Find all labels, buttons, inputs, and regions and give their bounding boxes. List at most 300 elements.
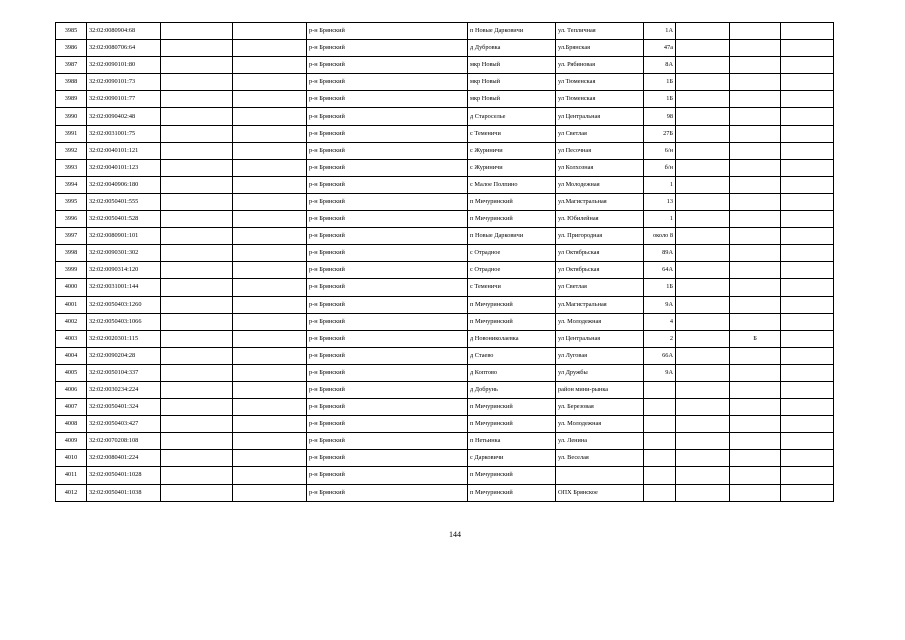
row-number-cell: 3995 — [56, 193, 87, 210]
table-row — [56, 108, 834, 125]
street-cell: ул Центральная — [556, 330, 644, 347]
empty-cell — [781, 279, 834, 296]
empty-cell — [676, 228, 730, 245]
street-cell: ул. Березовая — [556, 399, 644, 416]
district-cell: р-н Брянский — [307, 159, 468, 176]
litera-cell — [730, 399, 781, 416]
settlement-cell: мкр Новый — [468, 74, 556, 91]
cadastral-number-cell: 32:02:0050401:324 — [87, 399, 161, 416]
settlement-cell: п Мичуринский — [468, 211, 556, 228]
empty-cell — [161, 142, 233, 159]
empty-cell — [161, 399, 233, 416]
row-number-cell: 3996 — [56, 211, 87, 228]
empty-cell — [233, 347, 307, 364]
table-row — [56, 91, 834, 108]
litera-cell — [730, 193, 781, 210]
empty-cell — [781, 74, 834, 91]
settlement-cell: с Малое Полпино — [468, 176, 556, 193]
settlement-cell: с Дарковичи — [468, 450, 556, 467]
empty-cell — [781, 193, 834, 210]
house-number-cell — [644, 467, 676, 484]
table-row — [56, 381, 834, 398]
empty-cell — [676, 416, 730, 433]
cadastral-number-cell: 32:02:0050401:1038 — [87, 484, 161, 501]
empty-cell — [781, 40, 834, 57]
settlement-cell: с Отрадное — [468, 262, 556, 279]
litera-cell — [730, 347, 781, 364]
empty-cell — [161, 40, 233, 57]
empty-cell — [233, 91, 307, 108]
settlement-cell: п Мичуринский — [468, 416, 556, 433]
empty-cell — [161, 484, 233, 501]
cadastral-number-cell: 32:02:0090301:302 — [87, 245, 161, 262]
empty-cell — [161, 296, 233, 313]
litera-cell — [730, 176, 781, 193]
empty-cell — [781, 433, 834, 450]
row-number-cell: 4003 — [56, 330, 87, 347]
empty-cell — [233, 108, 307, 125]
empty-cell — [161, 450, 233, 467]
empty-cell — [161, 330, 233, 347]
empty-cell — [161, 228, 233, 245]
row-number-cell: 4007 — [56, 399, 87, 416]
house-number-cell: 1 — [644, 211, 676, 228]
empty-cell — [676, 23, 730, 40]
house-number-cell: 1Б — [644, 279, 676, 296]
empty-cell — [676, 142, 730, 159]
litera-cell — [730, 108, 781, 125]
cadastral-number-cell: 32:02:0080706:64 — [87, 40, 161, 57]
empty-cell — [781, 211, 834, 228]
empty-cell — [781, 262, 834, 279]
table-row — [56, 347, 834, 364]
table-row — [56, 450, 834, 467]
settlement-cell: д Стаево — [468, 347, 556, 364]
cadastral-number-cell: 32:02:0090402:48 — [87, 108, 161, 125]
house-number-cell: 9А — [644, 364, 676, 381]
row-number-cell: 4005 — [56, 364, 87, 381]
settlement-cell: с Журиничи — [468, 142, 556, 159]
house-number-cell: 13 — [644, 193, 676, 210]
table-row — [56, 125, 834, 142]
empty-cell — [233, 228, 307, 245]
row-number-cell: 3999 — [56, 262, 87, 279]
empty-cell — [161, 347, 233, 364]
empty-cell — [676, 296, 730, 313]
row-number-cell: 4011 — [56, 467, 87, 484]
litera-cell — [730, 142, 781, 159]
settlement-cell: п Новые Дарковичи — [468, 228, 556, 245]
street-cell: ул. Ленина — [556, 433, 644, 450]
table-row — [56, 262, 834, 279]
district-cell: р-н Брянский — [307, 279, 468, 296]
table-row — [56, 399, 834, 416]
empty-cell — [781, 23, 834, 40]
street-cell: ул Тюменская — [556, 74, 644, 91]
row-number-cell: 4009 — [56, 433, 87, 450]
litera-cell — [730, 364, 781, 381]
cadastral-number-cell: 32:02:0090101:80 — [87, 57, 161, 74]
district-cell: р-н Брянский — [307, 91, 468, 108]
house-number-cell: 66А — [644, 347, 676, 364]
district-cell: р-н Брянский — [307, 40, 468, 57]
cadastral-number-cell: 32:02:0050403:1066 — [87, 313, 161, 330]
house-number-cell: б/н — [644, 159, 676, 176]
row-number-cell: 3989 — [56, 91, 87, 108]
cadastral-number-cell: 32:02:0040101:121 — [87, 142, 161, 159]
district-cell: р-н Брянский — [307, 433, 468, 450]
empty-cell — [233, 245, 307, 262]
street-cell: ул. Пригородная — [556, 228, 644, 245]
table-row — [56, 433, 834, 450]
empty-cell — [161, 416, 233, 433]
empty-cell — [233, 262, 307, 279]
empty-cell — [676, 193, 730, 210]
house-number-cell: 8А — [644, 57, 676, 74]
empty-cell — [781, 347, 834, 364]
empty-cell — [233, 193, 307, 210]
empty-cell — [161, 176, 233, 193]
table-row — [56, 364, 834, 381]
house-number-cell: 1А — [644, 23, 676, 40]
row-number-cell: 4001 — [56, 296, 87, 313]
house-number-cell: 1Б — [644, 91, 676, 108]
empty-cell — [161, 381, 233, 398]
cadastral-number-cell: 32:02:0050403:427 — [87, 416, 161, 433]
house-number-cell: 9А — [644, 296, 676, 313]
empty-cell — [233, 364, 307, 381]
cadastral-number-cell: 32:02:0050403:1260 — [87, 296, 161, 313]
empty-cell — [781, 381, 834, 398]
settlement-cell: мкр Новый — [468, 91, 556, 108]
empty-cell — [233, 57, 307, 74]
empty-cell — [781, 313, 834, 330]
street-cell: ул Луговая — [556, 347, 644, 364]
litera-cell — [730, 23, 781, 40]
settlement-cell: п Мичуринский — [468, 467, 556, 484]
house-number-cell: около 8 — [644, 228, 676, 245]
row-number-cell: 3988 — [56, 74, 87, 91]
district-cell: р-н Брянский — [307, 228, 468, 245]
district-cell: р-н Брянский — [307, 364, 468, 381]
litera-cell — [730, 467, 781, 484]
empty-cell — [676, 433, 730, 450]
row-number-cell: 3991 — [56, 125, 87, 142]
street-cell: ул Песочная — [556, 142, 644, 159]
street-cell: ул. Молодежная — [556, 313, 644, 330]
empty-cell — [233, 211, 307, 228]
district-cell: р-н Брянский — [307, 176, 468, 193]
settlement-cell: д Дубровка — [468, 40, 556, 57]
cadastral-number-cell: 32:02:0090204:28 — [87, 347, 161, 364]
empty-cell — [233, 279, 307, 296]
settlement-cell: мкр Новый — [468, 57, 556, 74]
street-cell — [556, 467, 644, 484]
district-cell: р-н Брянский — [307, 245, 468, 262]
house-number-cell: 1Б — [644, 74, 676, 91]
house-number-cell: 27Б — [644, 125, 676, 142]
empty-cell — [676, 245, 730, 262]
empty-cell — [161, 91, 233, 108]
empty-cell — [676, 176, 730, 193]
litera-cell — [730, 484, 781, 501]
cadastral-number-cell: 32:02:0050401:555 — [87, 193, 161, 210]
table-row — [56, 176, 834, 193]
empty-cell — [676, 91, 730, 108]
table-row — [56, 467, 834, 484]
litera-cell — [730, 159, 781, 176]
street-cell: ул. Рябиновая — [556, 57, 644, 74]
district-cell: р-н Брянский — [307, 330, 468, 347]
settlement-cell: с Отрадное — [468, 245, 556, 262]
street-cell: ул Октябрьская — [556, 245, 644, 262]
street-cell: ул.Магистральная — [556, 296, 644, 313]
empty-cell — [676, 450, 730, 467]
empty-cell — [161, 467, 233, 484]
litera-cell — [730, 262, 781, 279]
empty-cell — [233, 416, 307, 433]
street-cell: ул Дружбы — [556, 364, 644, 381]
empty-cell — [161, 159, 233, 176]
empty-cell — [676, 399, 730, 416]
empty-cell — [233, 159, 307, 176]
empty-cell — [161, 433, 233, 450]
cadastral-number-cell: 32:02:0090101:77 — [87, 91, 161, 108]
empty-cell — [233, 484, 307, 501]
row-number-cell: 4010 — [56, 450, 87, 467]
street-cell: ул. Юбилейная — [556, 211, 644, 228]
row-number-cell: 3998 — [56, 245, 87, 262]
empty-cell — [161, 23, 233, 40]
house-number-cell — [644, 416, 676, 433]
empty-cell — [233, 381, 307, 398]
empty-cell — [161, 245, 233, 262]
empty-cell — [161, 211, 233, 228]
settlement-cell: п Нетьинка — [468, 433, 556, 450]
house-number-cell: 1 — [644, 176, 676, 193]
empty-cell — [676, 484, 730, 501]
litera-cell — [730, 91, 781, 108]
empty-cell — [781, 91, 834, 108]
litera-cell — [730, 211, 781, 228]
cadastral-number-cell: 32:02:0031001:144 — [87, 279, 161, 296]
empty-cell — [676, 125, 730, 142]
empty-cell — [676, 74, 730, 91]
cadastral-number-cell: 32:02:0050104:337 — [87, 364, 161, 381]
district-cell: р-н Брянский — [307, 262, 468, 279]
empty-cell — [781, 245, 834, 262]
table-row — [56, 211, 834, 228]
litera-cell — [730, 296, 781, 313]
street-cell: ОПХ Брянское — [556, 484, 644, 501]
cadastral-number-cell: 32:02:0031001:75 — [87, 125, 161, 142]
table-row — [56, 57, 834, 74]
district-cell: р-н Брянский — [307, 142, 468, 159]
district-cell: р-н Брянский — [307, 416, 468, 433]
district-cell: р-н Брянский — [307, 193, 468, 210]
row-number-cell: 3987 — [56, 57, 87, 74]
empty-cell — [233, 23, 307, 40]
empty-cell — [233, 399, 307, 416]
table-row — [56, 159, 834, 176]
empty-cell — [781, 364, 834, 381]
district-cell: р-н Брянский — [307, 211, 468, 228]
street-cell: ул. Тепличная — [556, 23, 644, 40]
settlement-cell: п Мичуринский — [468, 484, 556, 501]
street-cell: ул Октябрьская — [556, 262, 644, 279]
cadastral-number-cell: 32:02:0020301:115 — [87, 330, 161, 347]
registry-table-body — [56, 23, 834, 502]
row-number-cell: 4000 — [56, 279, 87, 296]
settlement-cell: п Мичуринский — [468, 193, 556, 210]
district-cell: р-н Брянский — [307, 347, 468, 364]
empty-cell — [233, 313, 307, 330]
table-row — [56, 74, 834, 91]
district-cell: р-н Брянский — [307, 484, 468, 501]
street-cell: ул Светлая — [556, 279, 644, 296]
district-cell: р-н Брянский — [307, 108, 468, 125]
settlement-cell: п Мичуринский — [468, 313, 556, 330]
cadastral-number-cell: 32:02:0040101:123 — [87, 159, 161, 176]
district-cell: р-н Брянский — [307, 399, 468, 416]
table-row — [56, 484, 834, 501]
house-number-cell: 64А — [644, 262, 676, 279]
empty-cell — [781, 467, 834, 484]
table-row — [56, 416, 834, 433]
house-number-cell: 47а — [644, 40, 676, 57]
empty-cell — [233, 125, 307, 142]
cadastral-number-cell: 32:02:0080904:68 — [87, 23, 161, 40]
cadastral-number-cell: 32:02:0090314:120 — [87, 262, 161, 279]
empty-cell — [676, 279, 730, 296]
row-number-cell: 3993 — [56, 159, 87, 176]
empty-cell — [161, 279, 233, 296]
empty-cell — [161, 74, 233, 91]
table-row — [56, 330, 834, 347]
empty-cell — [161, 108, 233, 125]
district-cell: р-н Брянский — [307, 381, 468, 398]
district-cell: р-н Брянский — [307, 467, 468, 484]
cadastral-number-cell: 32:02:0070208:108 — [87, 433, 161, 450]
empty-cell — [781, 484, 834, 501]
street-cell: ул. Веселая — [556, 450, 644, 467]
street-cell: ул Светлая — [556, 125, 644, 142]
empty-cell — [676, 159, 730, 176]
table-row — [56, 279, 834, 296]
settlement-cell: д Добрунь — [468, 381, 556, 398]
empty-cell — [781, 399, 834, 416]
litera-cell — [730, 125, 781, 142]
registry-table — [55, 22, 834, 502]
empty-cell — [233, 450, 307, 467]
house-number-cell: 6/н — [644, 142, 676, 159]
street-cell: ул Центральная — [556, 108, 644, 125]
empty-cell — [233, 296, 307, 313]
empty-cell — [781, 176, 834, 193]
empty-cell — [781, 57, 834, 74]
table-row — [56, 228, 834, 245]
empty-cell — [233, 176, 307, 193]
empty-cell — [233, 74, 307, 91]
empty-cell — [676, 467, 730, 484]
settlement-cell: п Мичуринский — [468, 399, 556, 416]
row-number-cell: 3997 — [56, 228, 87, 245]
settlement-cell: д Новониколаевка — [468, 330, 556, 347]
empty-cell — [161, 57, 233, 74]
empty-cell — [233, 40, 307, 57]
district-cell: р-н Брянский — [307, 125, 468, 142]
district-cell: р-н Брянский — [307, 313, 468, 330]
empty-cell — [781, 125, 834, 142]
empty-cell — [781, 330, 834, 347]
street-cell: ул.Брянская — [556, 40, 644, 57]
empty-cell — [676, 381, 730, 398]
litera-cell — [730, 313, 781, 330]
district-cell: р-н Брянский — [307, 74, 468, 91]
empty-cell — [161, 125, 233, 142]
litera-cell — [730, 228, 781, 245]
empty-cell — [781, 159, 834, 176]
empty-cell — [233, 467, 307, 484]
empty-cell — [781, 108, 834, 125]
district-cell: р-н Брянский — [307, 296, 468, 313]
litera-cell — [730, 245, 781, 262]
table-row — [56, 23, 834, 40]
empty-cell — [781, 450, 834, 467]
row-number-cell: 4002 — [56, 313, 87, 330]
empty-cell — [676, 40, 730, 57]
house-number-cell — [644, 399, 676, 416]
district-cell: р-н Брянский — [307, 57, 468, 74]
empty-cell — [676, 262, 730, 279]
empty-cell — [676, 57, 730, 74]
table-row — [56, 296, 834, 313]
cadastral-number-cell: 32:02:0080401:224 — [87, 450, 161, 467]
page-number: 144 — [449, 530, 461, 539]
empty-cell — [676, 313, 730, 330]
row-number-cell: 4006 — [56, 381, 87, 398]
litera-cell — [730, 40, 781, 57]
settlement-cell: с Теменичи — [468, 279, 556, 296]
empty-cell — [781, 228, 834, 245]
table-row — [56, 142, 834, 159]
house-number-cell — [644, 450, 676, 467]
settlement-cell: п Мичуринский — [468, 296, 556, 313]
litera-cell — [730, 279, 781, 296]
house-number-cell — [644, 381, 676, 398]
litera-cell — [730, 416, 781, 433]
cadastral-number-cell: 32:02:0080901:101 — [87, 228, 161, 245]
empty-cell — [781, 416, 834, 433]
row-number-cell: 3994 — [56, 176, 87, 193]
empty-cell — [676, 108, 730, 125]
house-number-cell — [644, 433, 676, 450]
cadastral-number-cell: 32:02:0050401:528 — [87, 211, 161, 228]
row-number-cell: 4004 — [56, 347, 87, 364]
street-cell: ул. Молодежная — [556, 416, 644, 433]
empty-cell — [781, 142, 834, 159]
empty-cell — [161, 262, 233, 279]
empty-cell — [676, 330, 730, 347]
row-number-cell: 4008 — [56, 416, 87, 433]
street-cell: район мини-рынка — [556, 381, 644, 398]
house-number-cell — [644, 484, 676, 501]
settlement-cell: с Теменичи — [468, 125, 556, 142]
table-row — [56, 245, 834, 262]
empty-cell — [161, 313, 233, 330]
table-row — [56, 193, 834, 210]
empty-cell — [676, 211, 730, 228]
